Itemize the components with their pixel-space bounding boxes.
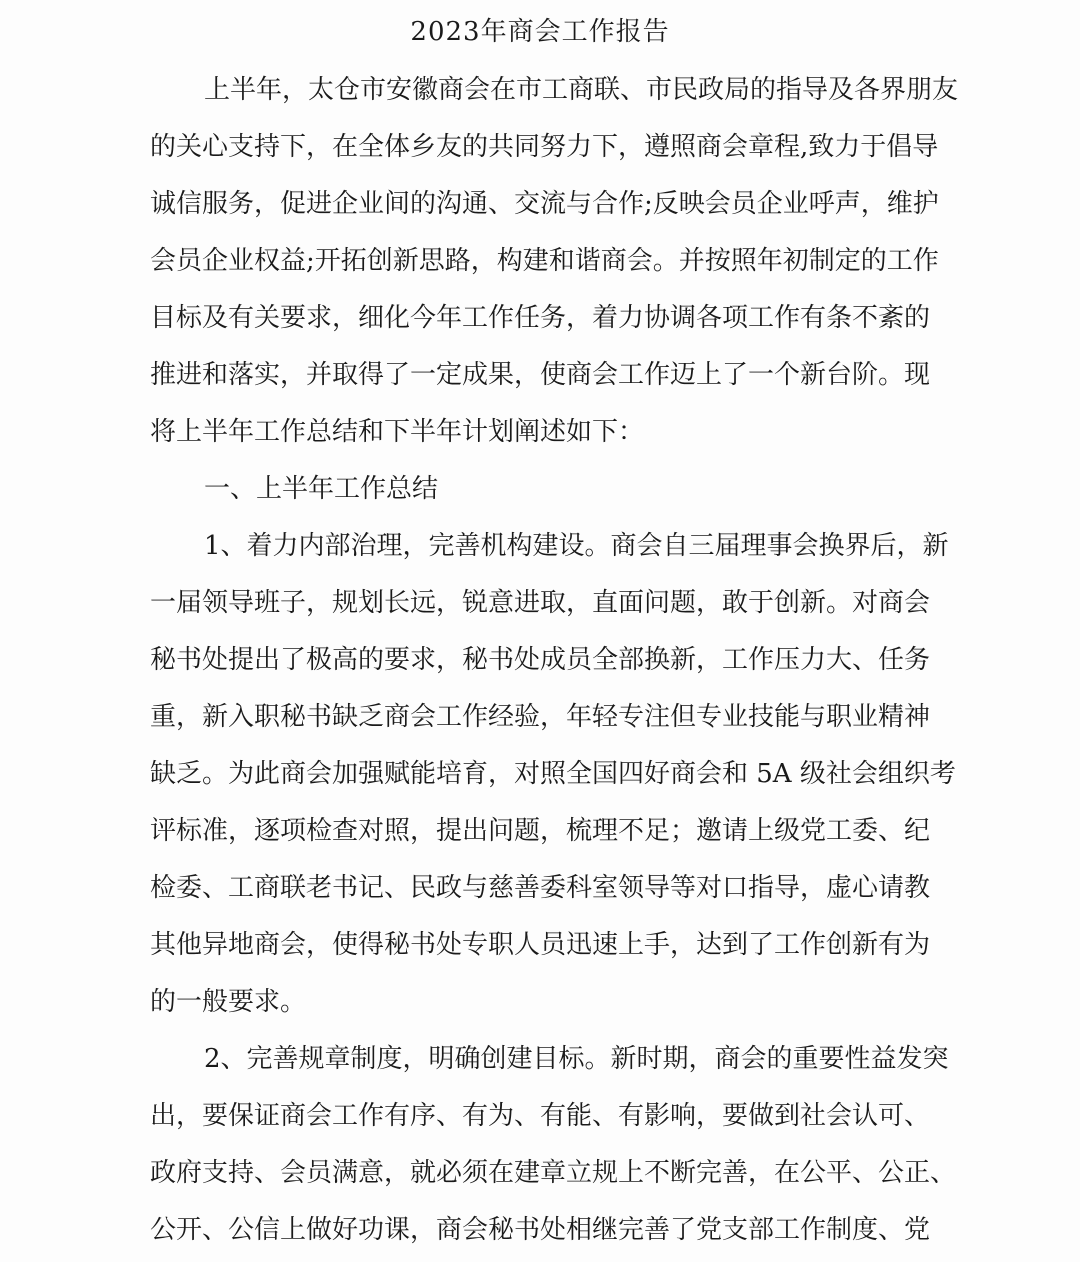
text-line: 2、完善规章制度，明确创建目标。新时期，商会的重要性益发突 xyxy=(204,1044,949,1074)
text-line: 公开、公信上做好功课，商会秘书处相继完善了党支部工作制度、党 xyxy=(150,1215,931,1245)
text-line: 评标准，逐项检查对照，提出问题，梳理不足；邀请上级党工委、纪 xyxy=(150,816,931,846)
section-heading: 一、上半年工作总结 xyxy=(204,474,439,504)
text-line: 1、着力内部治理，完善机构建设。商会自三届理事会换界后，新 xyxy=(204,531,949,561)
text-line: 推进和落实，并取得了一定成果，使商会工作迈上了一个新台阶。现 xyxy=(150,360,931,390)
text-line: 诚信服务，促进企业间的沟通、交流与合作;反映会员企业呼声，维护 xyxy=(150,189,939,219)
text-line: 检委、工商联老书记、民政与慈善委科室领导等对口指导，虚心请教 xyxy=(150,873,931,903)
text-line: 上半年，太仓市安徽商会在市工商联、市民政局的指导及各界朋友 xyxy=(204,75,959,105)
text-line: 会员企业权益;开拓创新思路，构建和谐商会。并按照年初制定的工作 xyxy=(150,246,939,276)
text-line: 秘书处提出了极高的要求，秘书处成员全部换新，工作压力大、任务 xyxy=(150,645,931,675)
text-line: 一届领导班子，规划长远，锐意进取，直面问题，敢于创新。对商会 xyxy=(150,588,931,618)
document-body xyxy=(150,62,959,1259)
document-title: 2023年商会工作报告 xyxy=(410,17,670,47)
text-line: 目标及有关要求，细化今年工作任务，着力协调各项工作有条不紊的 xyxy=(150,303,931,333)
text-line: 的一般要求。 xyxy=(150,987,307,1017)
text-line: 重，新入职秘书缺乏商会工作经验，年轻专注但专业技能与职业精神 xyxy=(150,702,931,732)
text-line: 政府支持、会员满意，就必须在建章立规上不断完善，在公平、公正、 xyxy=(150,1158,957,1188)
text-line: 的关心支持下，在全体乡友的共同努力下，遵照商会章程,致力于倡导 xyxy=(150,132,939,162)
text-line: 将上半年工作总结和下半年计划阐述如下： xyxy=(150,417,645,447)
text-line: 其他异地商会，使得秘书处专职人员迅速上手，达到了工作创新有为 xyxy=(150,930,931,960)
text-line: 出，要保证商会工作有序、有为、有能、有影响，要做到社会认可、 xyxy=(150,1101,931,1131)
text-line: 缺乏。为此商会加强赋能培育，对照全国四好商会和 5A 级社会组织考 xyxy=(150,759,956,789)
